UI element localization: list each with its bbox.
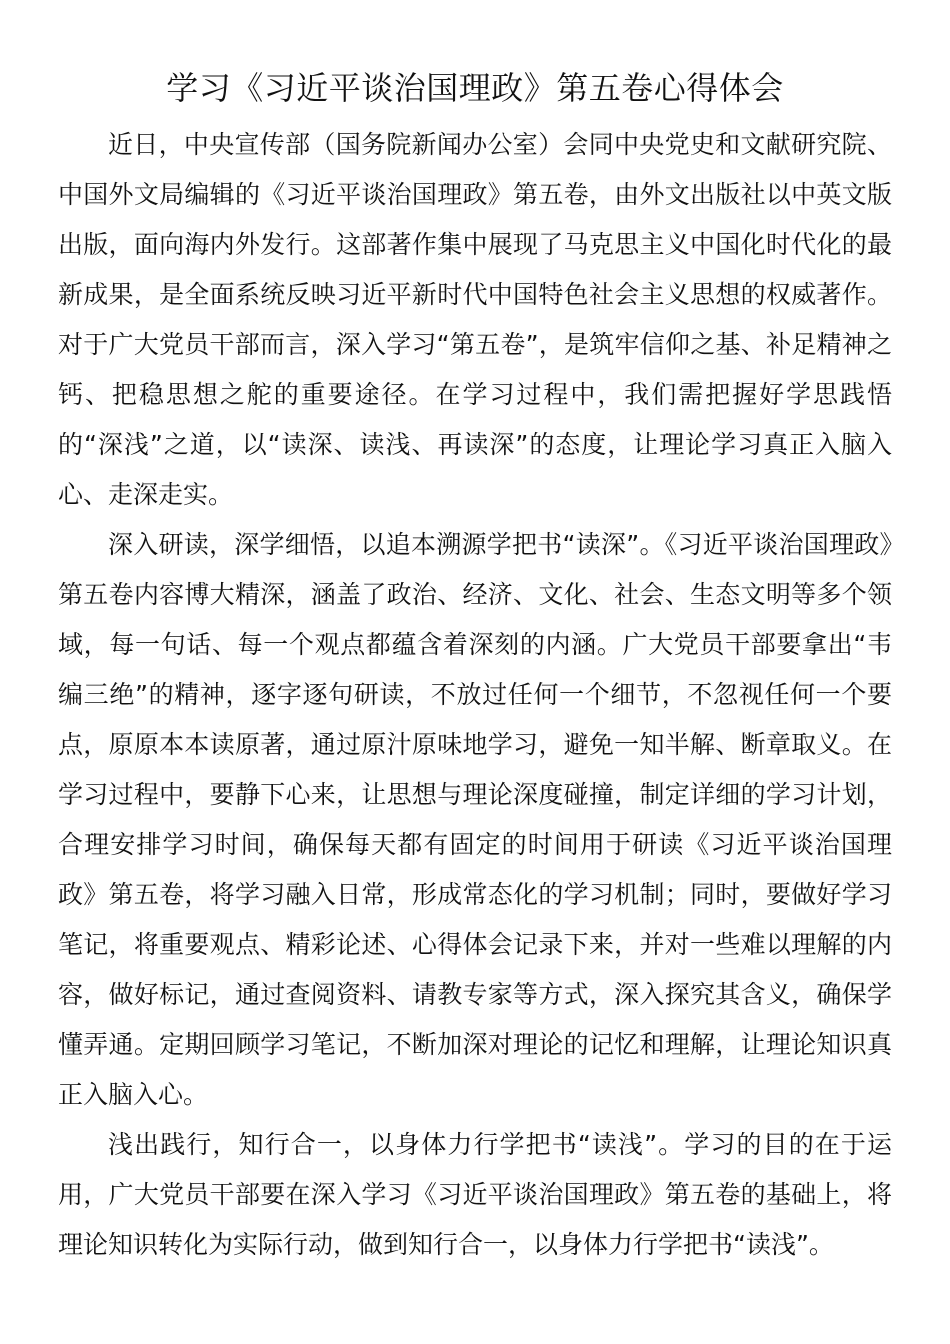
paragraph-intro: 近日，中央宣传部（国务院新闻办公室）会同中央党史和文献研究院、中国外文局编辑的《习近平谈治国理政》第五卷，由外文出版社以中英文版出版，面向海内外发行。这部著作集中展现了马克思主义中国化时代化的最新成果，是全面系统反映习近平新时代中国特色社会主义思想的权威著作。对于广大党员干部而言，深入学习“第五卷”，是筑牢信仰之基、补足精神之钙、把稳思想之舵的重要途径。在学习过程中，我们需把握好学思践悟的“深浅”之道，以“读深、读浅、再读深”的态度，让理论学习真正入脑入心、走深走实。	[58, 130, 892, 509]
document-title: 学习《习近平谈治国理政》第五卷心得体会	[166, 69, 784, 107]
paragraph-read-shallow: 浅出践行，知行合一，以身体力行学把书“读浅”。学习的目的在于运用，广大党员干部要在深入学习《习近平谈治国理政》第五卷的基础上，将理论知识转化为实际行动，做到知行合一，以身体力行学把书“读浅”。	[58, 1130, 892, 1259]
paragraph-read-deep: 深入研读，深学细悟，以追本溯源学把书“读深”。《习近平谈治国理政》第五卷内容博大精深，涵盖了政治、经济、文化、社会、生态文明等多个领域，每一句话、每一个观点都蕴含着深刻的内涵。广大党员干部要拿出“韦编三绝”的精神，逐字逐句研读，不放过任何一个细节，不忽视任何一个要点，原原本本读原著，通过原汁原味地学习，避免一知半解、断章取义。在学习过程中，要静下心来，让思想与理论深度碰撞，制定详细的学习计划，合理安排学习时间，确保每天都有固定的时间用于研读《习近平谈治国理政》第五卷，将学习融入日常，形成常态化的学习机制；同时，要做好学习笔记，将重要观点、精彩论述、心得体会记录下来，并对一些难以理解的内容，做好标记，通过查阅资料、请教专家等方式，深入探究其含义，确保学懂弄通。定期回顾学习笔记，不断加深对理论的记忆和理解，让理论知识真正入脑入心。	[58, 530, 892, 1109]
